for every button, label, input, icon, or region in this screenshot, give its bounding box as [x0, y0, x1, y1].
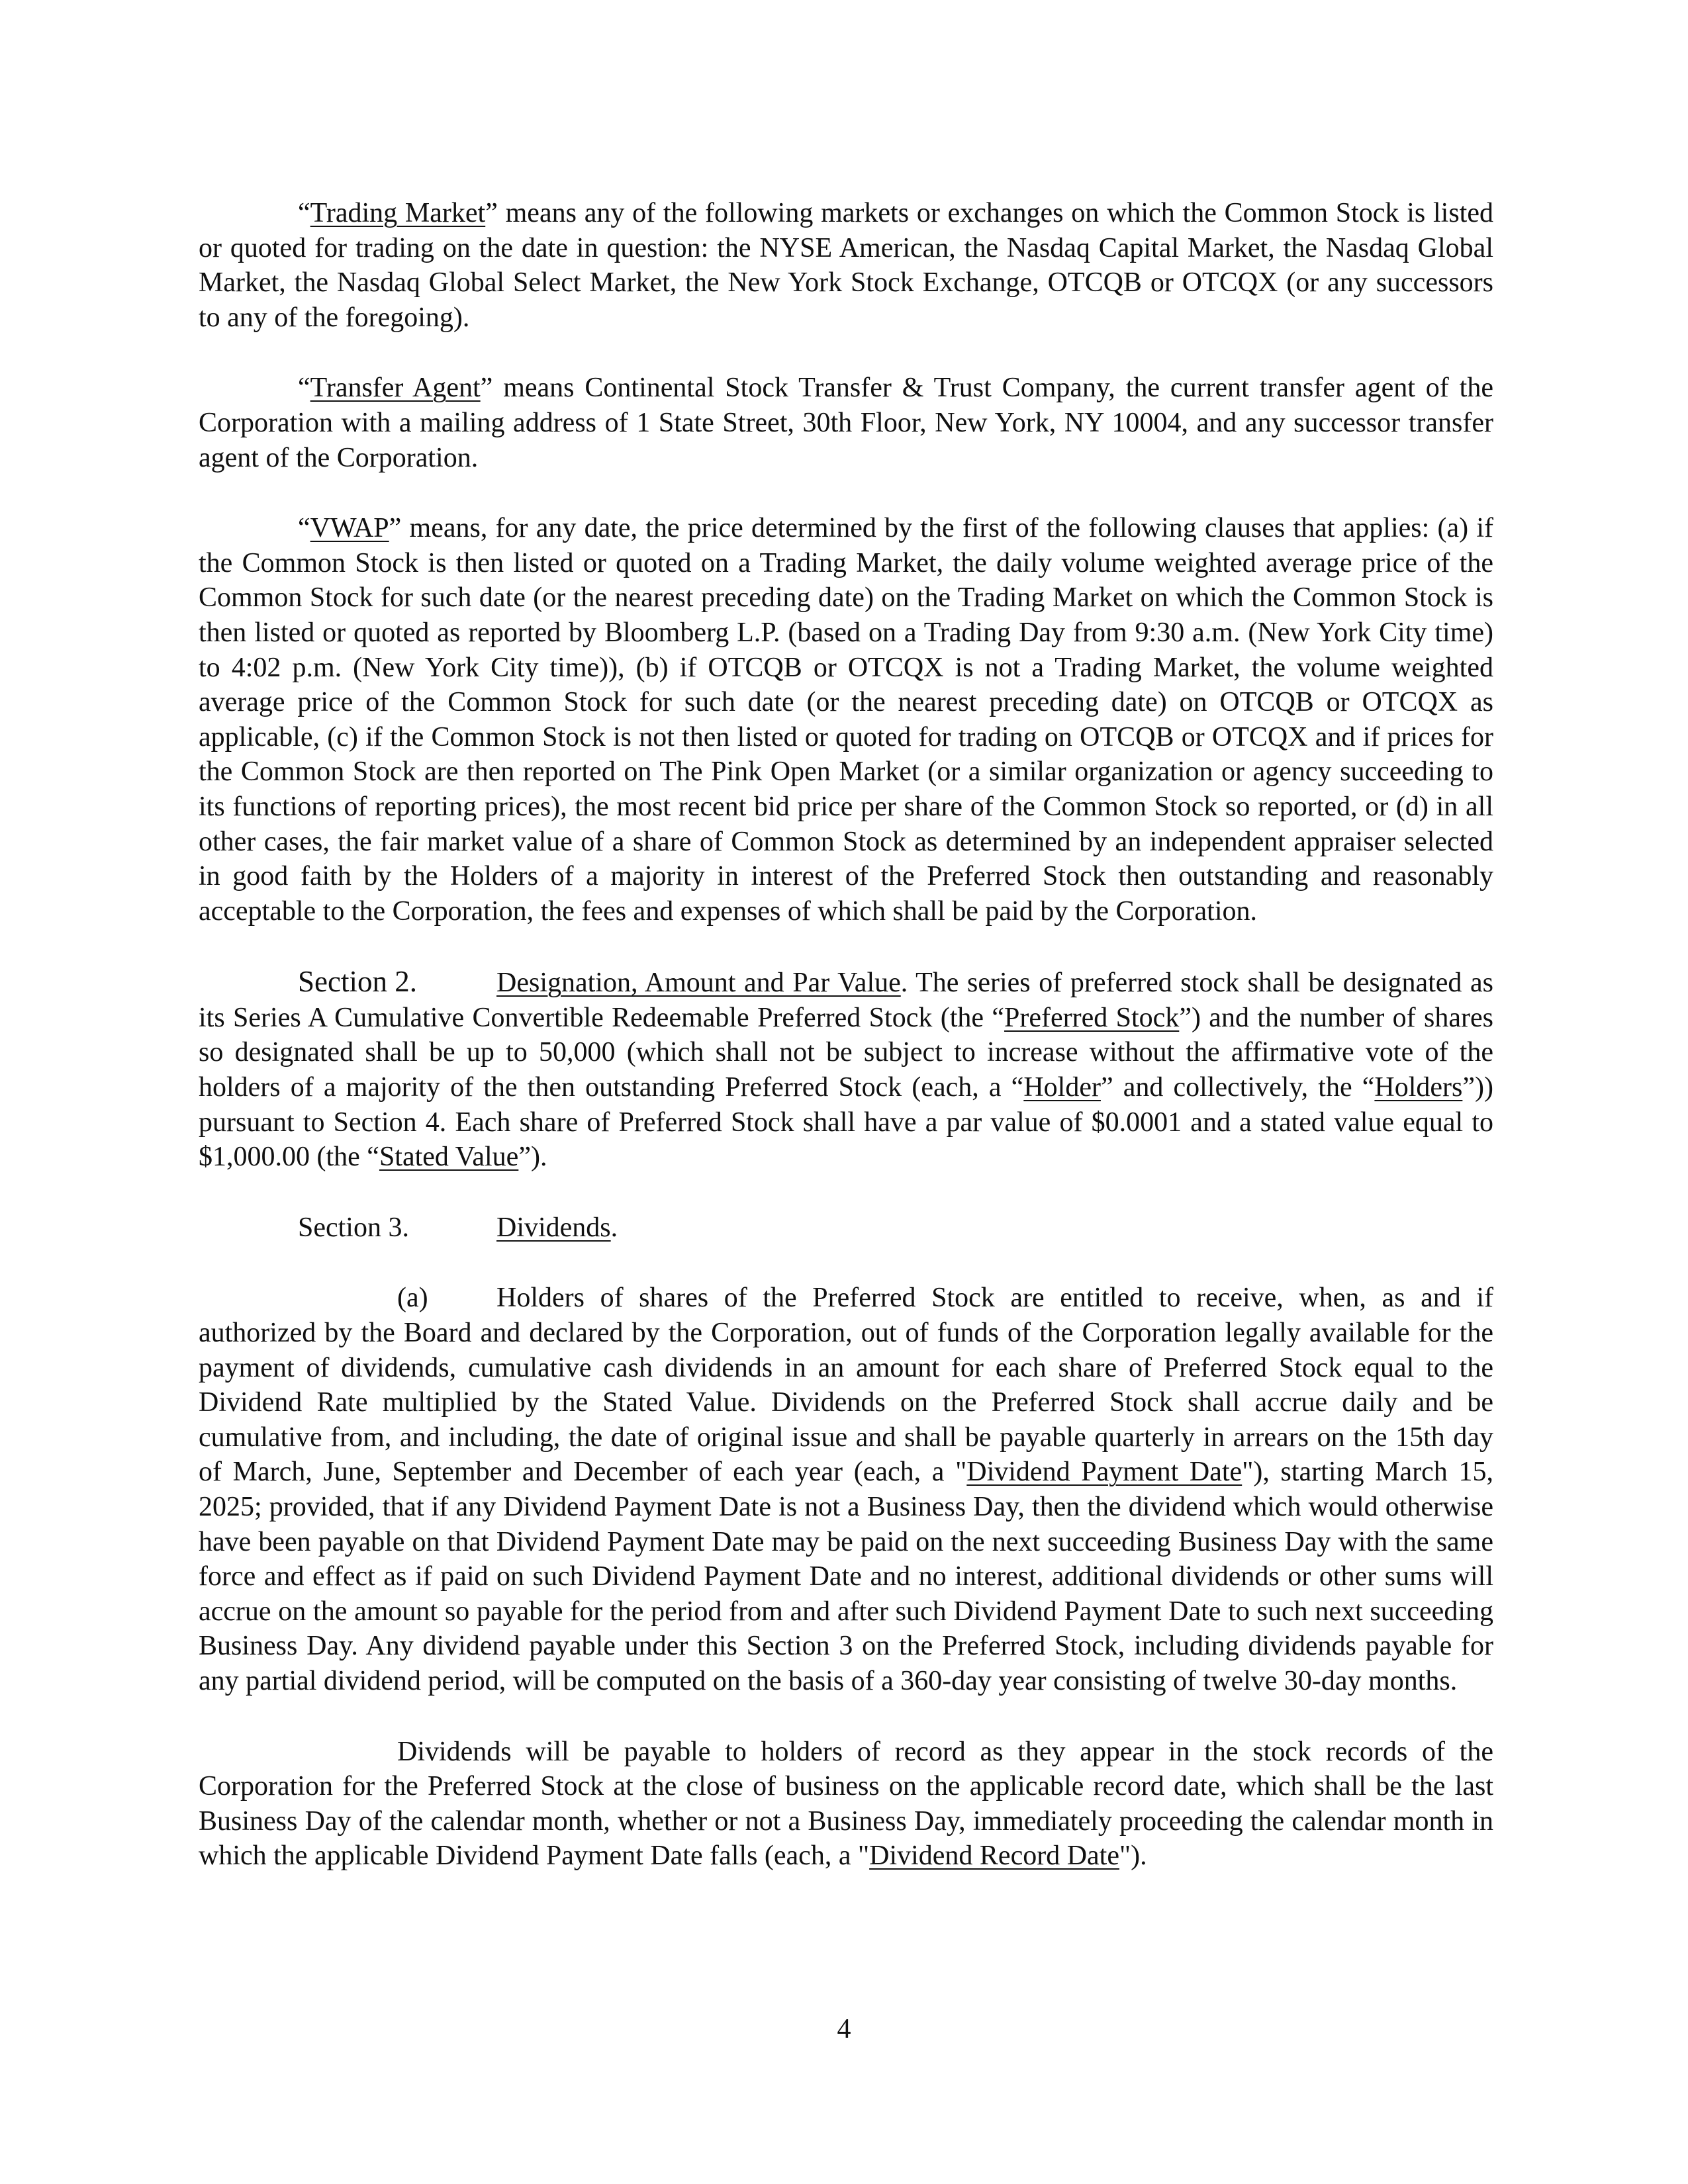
- section-3a-text: "), starting March 15, 2025; provided, that if any Dividend Payment Date is not a Business Day, then the dividend which would otherwise have been payable on that Dividend Payment Date may be paid on the next succeeding Business Day with the same force and effect as if paid on such Dividend Payment Date and no interest, additional dividends or other sums will accrue on the amount so payable for the period from and after such Dividend Payment Date to such next succeeding Business Day. Any dividend payable under this Section 3 on the Preferred Stock, including dividends payable for any partial dividend period, will be computed on the basis of a 360-day year consisting of twelve 30-day months.: [199, 1457, 1493, 1696]
- section-3-heading-line: [199, 1210, 1493, 1246]
- page-body: [199, 196, 1493, 1909]
- section-2-text: . The series of preferred stock shall be designated as its Series A Cumulative Convertible Redeemable Preferred Stock (the “: [199, 968, 1493, 1033]
- defined-term-transfer-agent: Transfer Agent: [310, 373, 481, 404]
- record-date-text: Dividends will be payable to holders of record as they appear in the stock records of the Corporation for the Preferred Stock at the close of business on the applicable record date, which shall be the last Business Day of the calendar month, whether or not a Business Day, immediately proceeding the calendar month in which the applicable Dividend Payment Date falls (each, a ": [199, 1736, 1493, 1872]
- definition-text: ” means Continental Stock Transfer & Trust Company, the current transfer agent of the Corporation with a mailing address of 1 State Street, 30th Floor, New York, NY 10004, and any successor transfer agent of the Corporation.: [199, 373, 1493, 473]
- section-2-text: ”) and the number of shares so designated shall be up to 50,000 (which shall not be subject to increase without the affirmative vote of the holders of a majority of the then outstanding Preferred Stock (each, a “: [199, 1002, 1493, 1103]
- section-3a-text: Holders of shares of the Preferred Stock are entitled to receive, when, as and if authorized by the Board and declared by the Corporation, out of funds of the Corporation legally available for the payment of dividends, cumulative cash dividends in an amount for each share of Preferred Stock equal to the Dividend Rate multiplied by the Stated Value. Dividends on the Preferred Stock shall accrue daily and be cumulative from, and including, the date of original issue and shall be payable quarterly in arrears on the 15th day of March, June, September and December of each year (each, a ": [199, 1283, 1493, 1488]
- section-3-label: Section 3.: [298, 1212, 409, 1243]
- defined-term-holder: Holder: [1023, 1072, 1101, 1103]
- section-3a-paragraph: [199, 1281, 1493, 1698]
- definition-text: ” means any of the following markets or exchanges on which the Common Stock is listed or quoted for trading on the date in question: the NYSE American, the Nasdaq Capital Market, the Nasdaq Global Market, the Nasdaq Global Select Market, the New York Stock Exchange, OTCQB or OTCQX (or any successors to any of the foregoing).: [199, 198, 1493, 333]
- open-quote: “: [298, 373, 310, 404]
- section-3-heading: Dividends: [496, 1212, 611, 1243]
- dividend-record-date-paragraph: [199, 1735, 1493, 1874]
- defined-term-stated-value: Stated Value: [379, 1142, 519, 1173]
- record-date-text: ").: [1119, 1841, 1147, 1872]
- section-2-heading: Designation, Amount and Par Value: [496, 968, 901, 999]
- section-2-text: ” and collectively, the “: [1100, 1072, 1375, 1103]
- definition-trading-market: [199, 196, 1493, 335]
- definition-vwap: [199, 511, 1493, 929]
- page-number: 4: [837, 2014, 851, 2044]
- section-2-text: ”).: [518, 1142, 547, 1173]
- open-quote: “: [298, 513, 310, 544]
- section-2-label: Section 2.: [298, 965, 417, 999]
- section-2-paragraph: [199, 964, 1493, 1175]
- defined-term-dividend-payment-date: Dividend Payment Date: [966, 1457, 1243, 1488]
- definition-transfer-agent: [199, 371, 1493, 475]
- defined-term-dividend-record-date: Dividend Record Date: [869, 1841, 1119, 1872]
- defined-term-trading-market: Trading Market: [310, 198, 486, 228]
- section-2-text: ”)) pursuant to Section 4. Each share of Preferred Stock shall have a par value of $0.0001 and a stated value equal to $1,000.00 (the “: [199, 1072, 1493, 1173]
- subsection-a-label: (a): [397, 1283, 428, 1314]
- definition-text: ” means, for any date, the price determined by the first of the following clauses that applies: (a) if the Common Stock is then listed or quoted on a Trading Market, the daily volume weighted average price of the Common Stock for such date (or the nearest preceding date) on the Trading Market on which the Common Stock is then listed or quoted as reported by Bloomberg L.P. (based on a Trading Day from 9:30 a.m. (New York City time) to 4:02 p.m. (New York City time)), (b) if OTCQB or OTCQX is not a Trading Market, the volume weighted average price of the Common Stock for such date (or the nearest preceding date) on OTCQB or OTCQX as applicable, (c) if the Common Stock is not then listed or quoted for trading on OTCQB or OTCQX and if prices for the Common Stock are then reported on The Pink Open Market (or a similar organization or agency succeeding to its functions of reporting prices), the most recent bid price per share of the Common Stock so reported, or (d) in all other cases, the fair market value of a share of Common Stock as determined by an independent appraiser selected in good faith by the Holders of a majority in interest of the Preferred Stock then outstanding and reasonably acceptable to the Corporation, the fees and expenses of which shall be paid by the Corporation.: [199, 513, 1493, 927]
- defined-term-holders: Holders: [1374, 1072, 1463, 1103]
- open-quote: “: [298, 198, 310, 228]
- defined-term-vwap: VWAP: [310, 513, 389, 544]
- section-3-heading-period: .: [610, 1212, 618, 1243]
- defined-term-preferred-stock: Preferred Stock: [1004, 1002, 1180, 1033]
